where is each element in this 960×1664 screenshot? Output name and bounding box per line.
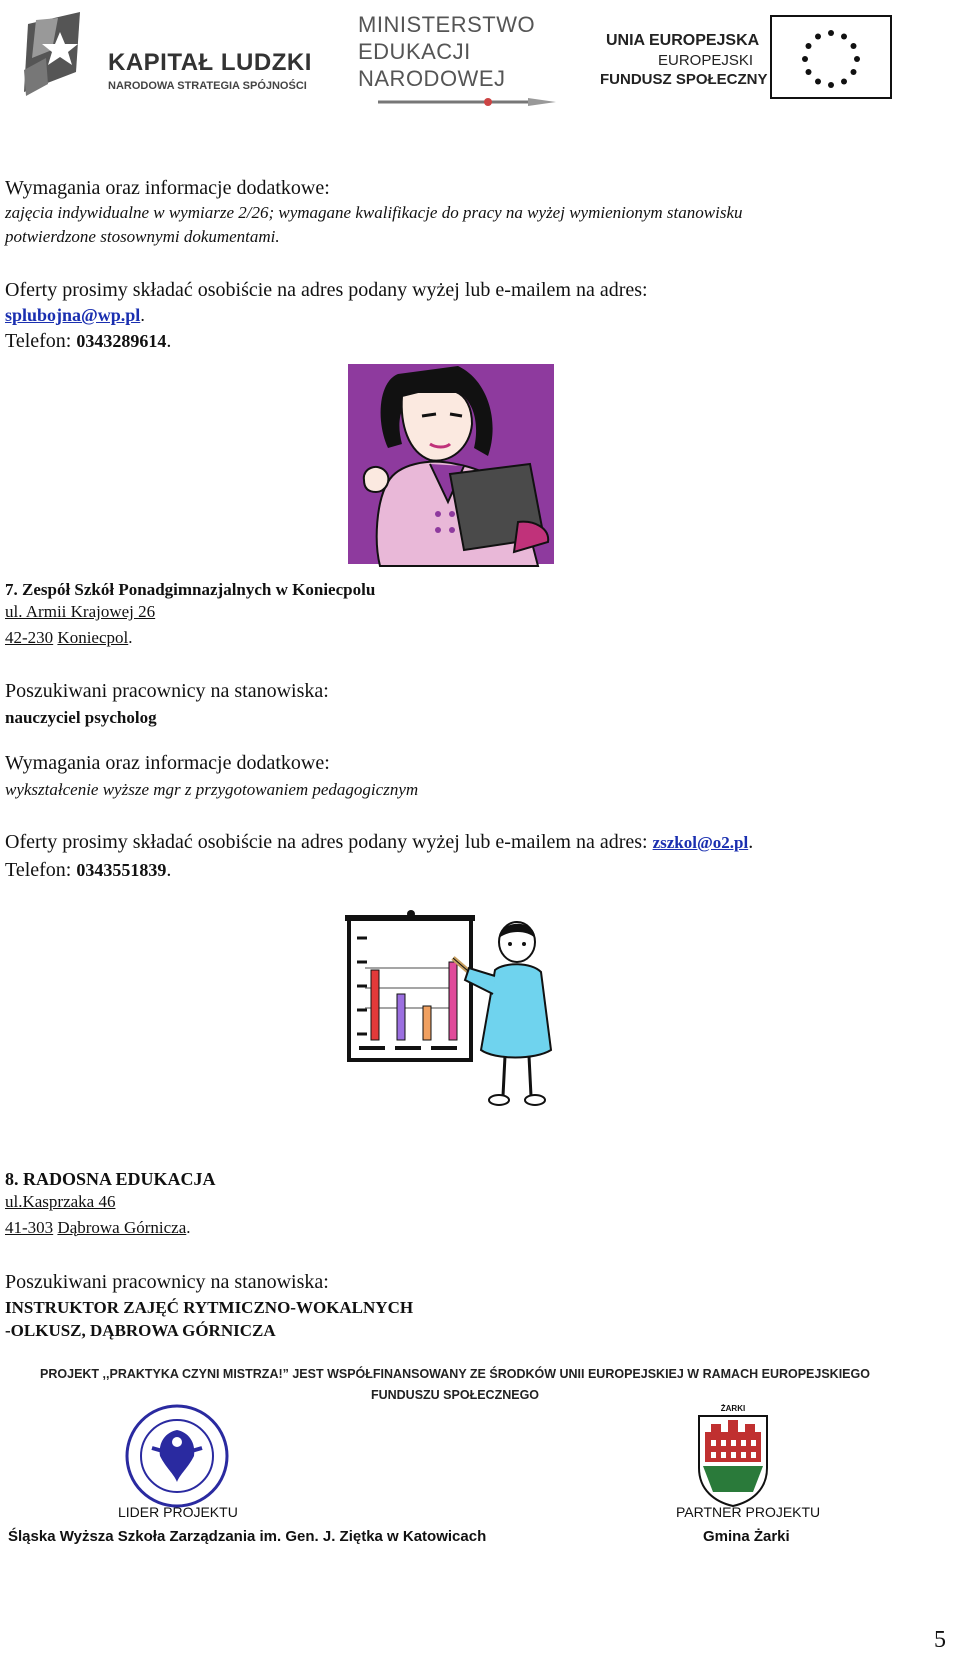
partner-name: Gmina Żarki [703,1528,790,1545]
s8-city-period: . [186,1218,191,1237]
s7-phone-period: . [166,859,172,881]
leader-label: LIDER PROJEKTU [118,1504,238,1520]
eu-flag-icon [770,15,892,99]
s7-email-period: . [748,831,754,853]
s7-offer-line [5,830,753,855]
s7-phone-number: 0343551839 [76,860,167,880]
s6-email-link[interactable]: splubojna@wp.pl [5,305,141,325]
s8-positions-heading: Poszukiwani pracownicy na stanowiska: [5,1271,329,1293]
zarki-crest-icon [693,1402,773,1508]
partner-label: PARTNER PROJEKTU [676,1504,821,1520]
s6-req-text-2: potwierdzone stosownymi dokumentami. [5,227,280,246]
men-line-1: MINISTERSTWO [358,12,536,37]
s7-email-link[interactable]: zszkol@o2.pl [652,833,749,852]
s7-positions-heading: Poszukiwani pracownicy na stanowiska: [5,680,329,702]
s6-phone-number: 0343289614 [76,331,167,351]
kapital-ludzki-logo [18,10,348,105]
s6-email-period: . [140,305,145,325]
s8-postcode: 41-303 [5,1218,54,1237]
eu-line-2: EUROPEJSKI [658,52,754,69]
s8-position-1: INSTRUKTOR ZAJĘĆ RYTMICZNO-WOKALNYCH [5,1298,414,1317]
s7-city: Koniecpol [57,628,129,647]
presenter-illustration [345,910,565,1115]
s8-city: Dąbrowa Górnicza [57,1218,187,1237]
s7-postcode: 42-230 [5,628,54,647]
leader-name: Śląska Wyższa Szkoła Zarządzania im. Gen. J. Ziętka w Katowicach [8,1528,487,1545]
university-seal-icon [122,1402,232,1510]
men-line-2: EDUKACJI [358,39,471,64]
s6-req-heading: Wymagania oraz informacje dodatkowe: [5,177,330,199]
s6-phone-line [5,329,171,353]
s8-title: 8. RADOSNA EDUKACJA [5,1169,216,1189]
s7-position: nauczyciel psycholog [5,708,157,727]
s7-city-period: . [128,628,133,647]
men-pen-icon [378,96,558,108]
page-number: 5 [934,1627,946,1653]
s7-req-heading: Wymagania oraz informacje dodatkowe: [5,752,330,774]
eu-line-1: UNIA EUROPEJSKA [606,32,760,49]
s7-phone-line [5,858,171,882]
s6-offer-text: Oferty prosimy składać osobiście na adres podany wyżej lub e-mailem na adres: [5,279,648,301]
s6-req-text-1: zajęcia indywidualne w wymiarze 2/26; wymagane kwalifikacje do pracy na wyżej wymienionym stanowisku [5,203,743,222]
s7-phone-label: Telefon: [5,859,72,881]
s7-city-line [5,627,133,648]
s7-req-text: wykształcenie wyższe mgr z przygotowaniem pedagogicznym [5,780,419,799]
s6-phone-period: . [166,330,172,352]
s6-email-line [5,304,145,326]
s7-street: ul. Armii Krajowej 26 [5,602,156,621]
s8-street: ul.Kasprzaka 46 [5,1192,116,1211]
businesswoman-illustration [338,352,568,578]
s7-title: 7. Zespół Szkół Ponadgimnazjalnych w Koniecpolu [5,580,376,599]
eu-stars-icon [772,17,890,97]
footer-project-line-1: PROJEKT ,,PRAKTYKA CZYNI MISTRZA!” JEST WSPÓŁFINANSOWANY ZE ŚRODKÓW UNII EUROPEJSKIEJ W RAMACH EUROPEJSKIEGO [40,1367,870,1381]
eu-logo [598,15,943,105]
men-logo [358,12,568,108]
men-line-3: NARODOWEJ [358,66,506,91]
header-logos [0,0,960,120]
s7-offer-text: Oferty prosimy składać osobiście na adres podany wyżej lub e-mailem na adres: [5,831,648,853]
footer-project-line-2: FUNDUSZU SPOŁECZNEGO [370,1388,540,1402]
s6-phone-label: Telefon: [5,330,72,352]
eu-line-3: FUNDUSZ SPOŁECZNY [600,71,768,88]
s8-city-line [5,1217,191,1238]
kapital-ludzki-subtitle: NARODOWA STRATEGIA SPÓJNOŚCI [108,80,307,92]
s8-position-2: -OLKUSZ, DĄBROWA GÓRNICZA [5,1321,276,1340]
kapital-ludzki-title: KAPITAŁ LUDZKI [108,49,312,76]
zarki-crest-label: ŻARKI [720,1404,746,1413]
kapital-ludzki-star-icon [18,10,88,102]
